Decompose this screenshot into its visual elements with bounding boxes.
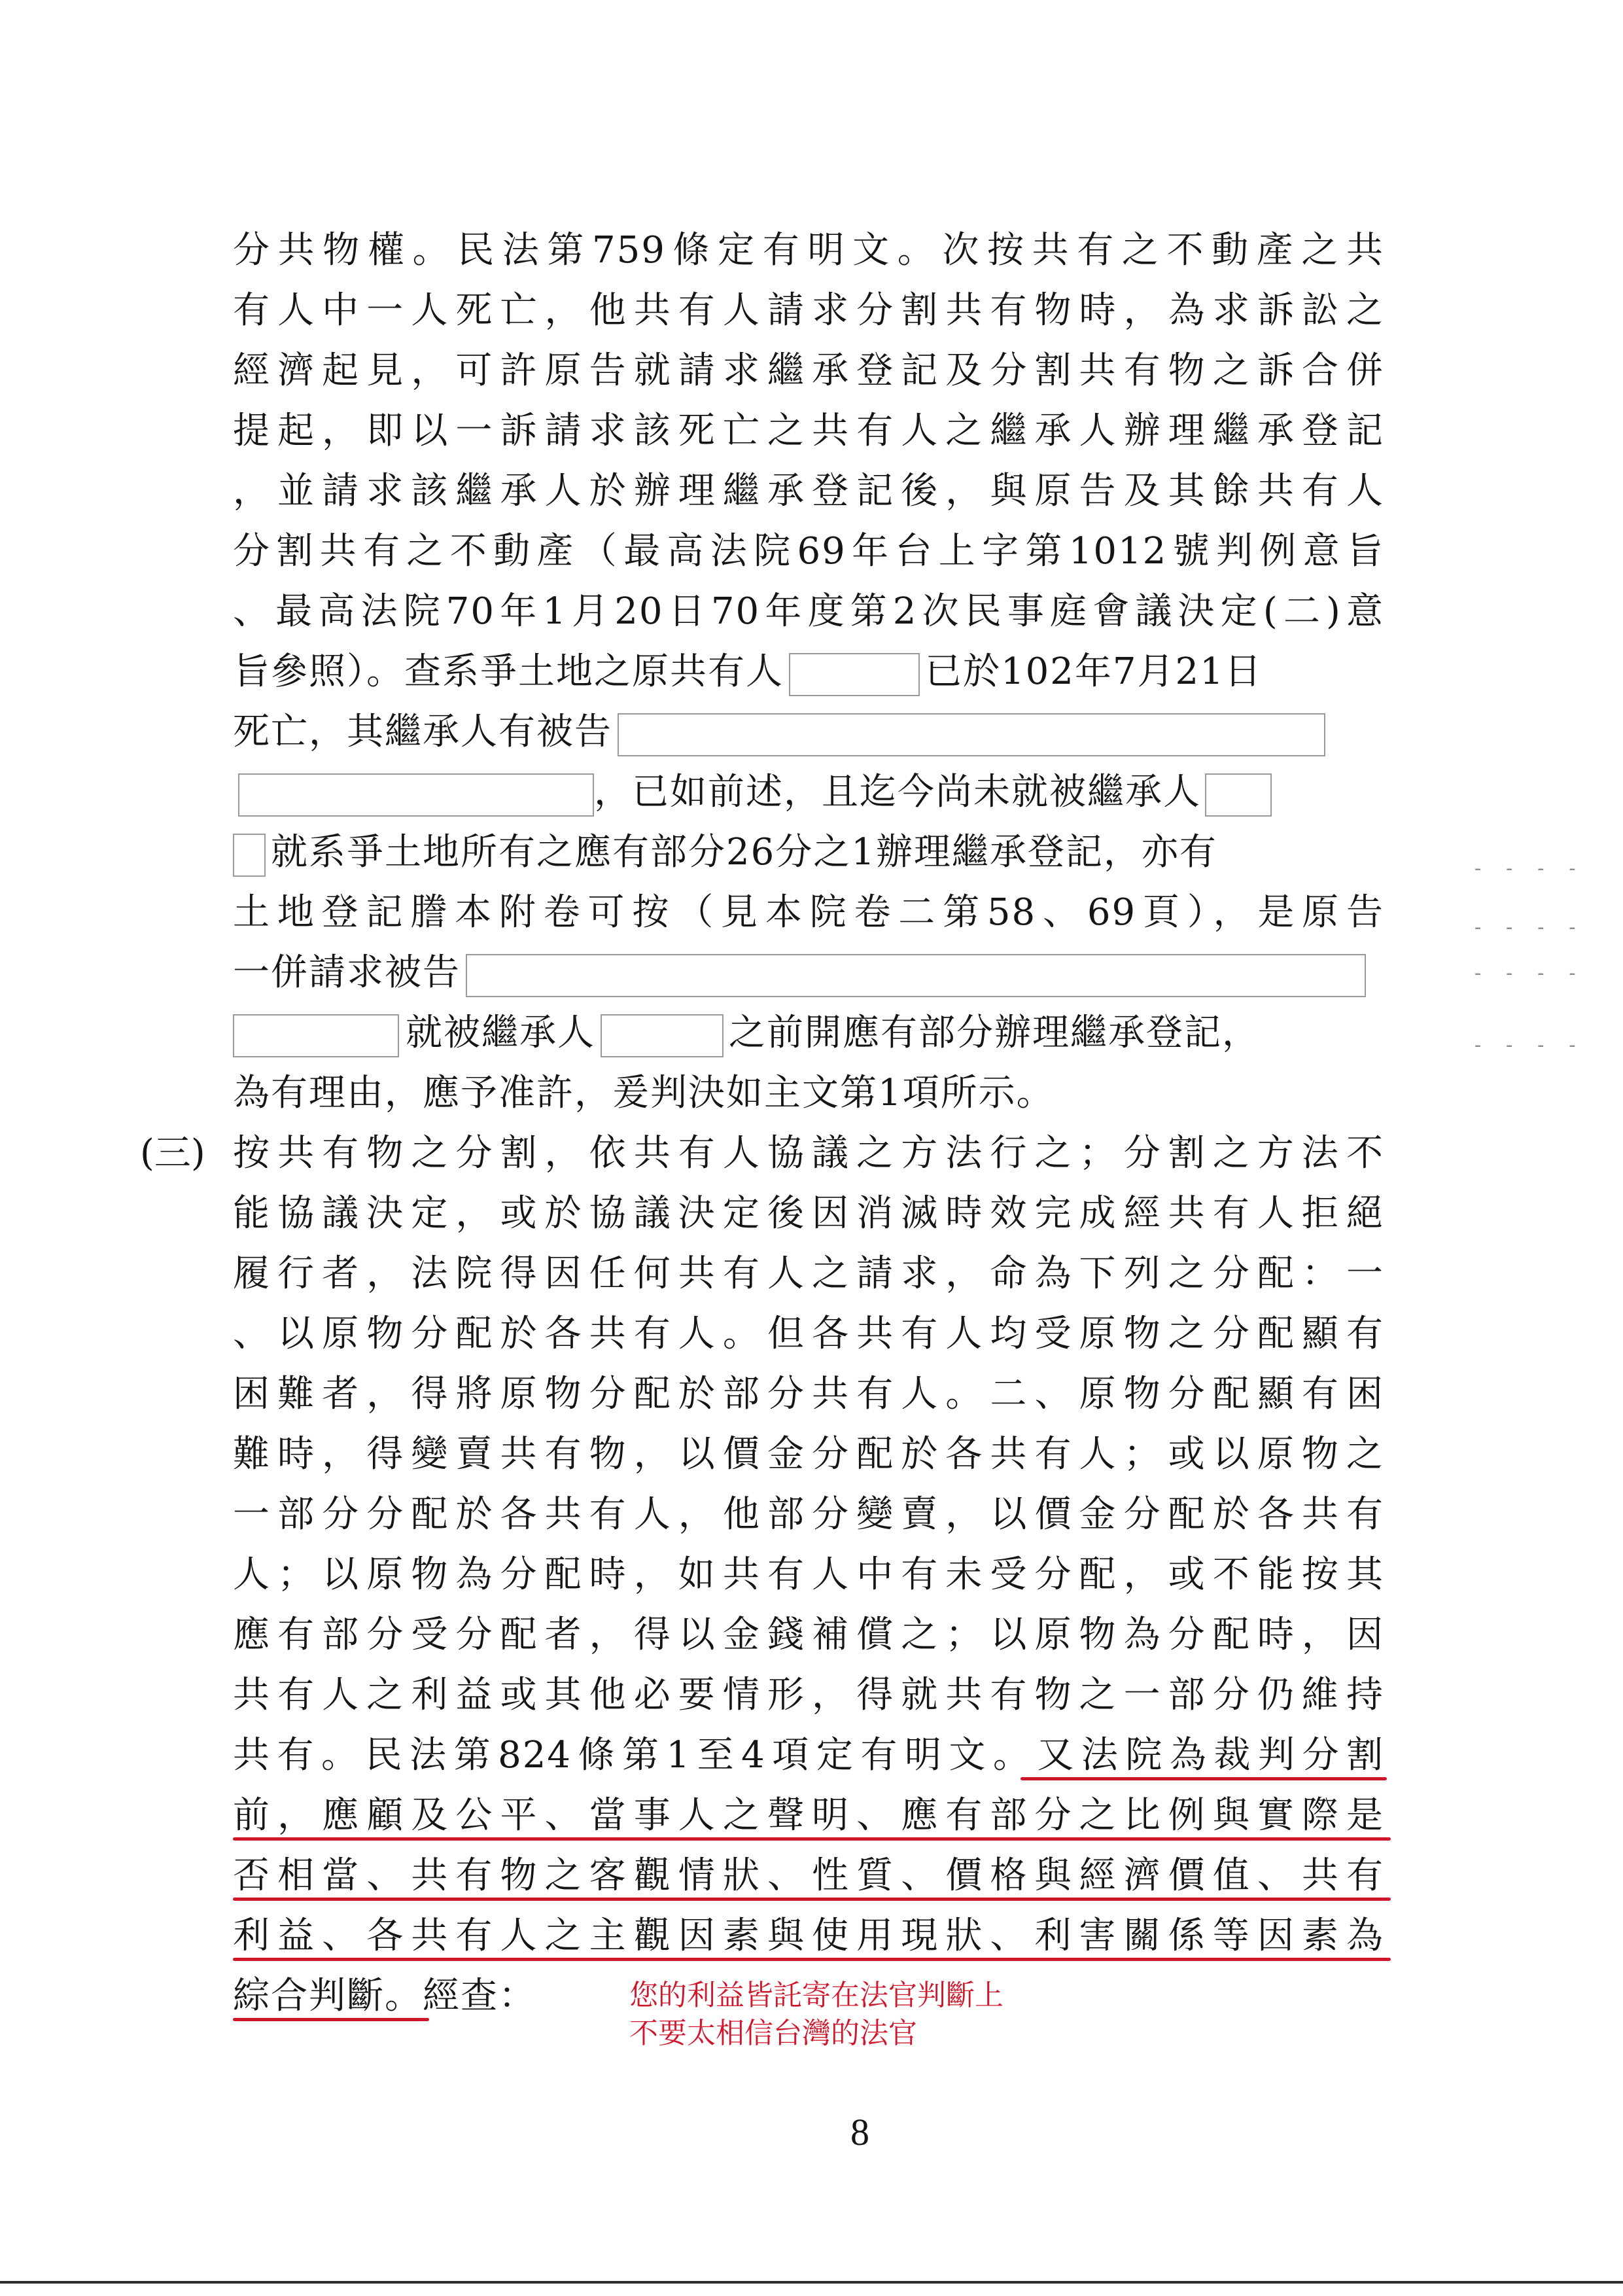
red-underline	[233, 1958, 1391, 1961]
text-line: 履行者，法院得因任何共有人之請求，命為下列之分配：一	[233, 1252, 1384, 1295]
redaction-box	[789, 653, 920, 696]
page-number: 8	[850, 2111, 869, 2153]
text-segment: 已於102年7月21日	[925, 650, 1263, 693]
section-marker: (三)	[140, 1132, 205, 1174]
text-line	[233, 824, 1217, 881]
text-line: 經濟起見，可許原告就請求繼承登記及分割共有物之訴合併	[233, 349, 1384, 392]
text-line: 有人中一人死亡，他共有人請求分割共有物時，為求訴訟之	[233, 289, 1384, 332]
redaction-box	[238, 773, 594, 817]
redaction-box	[1205, 773, 1272, 817]
text-segment: 之前開應有部分辦理繼承登記，	[729, 1012, 1260, 1054]
text-line	[233, 764, 1272, 821]
redaction-box	[618, 713, 1325, 756]
text-line: 難時，得變賣共有物，以價金分配於各共有人；或以原物之	[233, 1433, 1384, 1475]
text-segment: 旨參照）。查系爭土地之原共有人	[233, 650, 784, 693]
scan-artifact: - - - -	[1472, 916, 1582, 939]
text-line: 能協議決定，或於協議決定後因消滅時效完成經共有人拒絕	[233, 1192, 1384, 1235]
text-line	[233, 644, 1263, 700]
text-line: 人；以原物為分配時，如共有人中有未受分配，或不能按其	[233, 1553, 1384, 1596]
text-segment: ，已如前述，且迄今尚未就被繼承人	[594, 771, 1201, 813]
text-segment: 就被繼承人	[406, 1012, 595, 1054]
scan-artifact: - - - -	[1472, 857, 1582, 880]
text-segment: 就系爭土地所有之應有部分26分之1辦理繼承登記，亦有	[271, 831, 1217, 874]
text-line: 按共有物之分割，依共有人協議之方法行之；分割之方法不	[233, 1132, 1384, 1174]
red-underline	[233, 2018, 429, 2021]
text-line: ，並請求該繼承人於辦理繼承登記後，與原告及其餘共有人	[233, 470, 1384, 512]
text-line: 前，應顧及公平、當事人之聲明、應有部分之比例與實際是	[233, 1794, 1384, 1837]
red-annotation-line: 不要太相信台灣的法官	[629, 2017, 917, 2050]
scan-artifact: - - - -	[1472, 962, 1582, 985]
text-line: 否相當、共有物之客觀情狀、性質、價格與經濟價值、共有	[233, 1854, 1384, 1897]
text-line: 應有部分受分配者，得以金錢補償之；以原物為分配時，因	[233, 1614, 1384, 1656]
redaction-box	[233, 1014, 399, 1057]
text-line: 提起，即以一訴請求該死亡之共有人之繼承人辦理繼承登記	[233, 410, 1384, 452]
red-underline	[233, 1837, 1391, 1841]
text-line: 分割共有之不動產（最高法院69年台上字第1012號判例意旨	[233, 530, 1384, 573]
text-line: 利益、各共有人之主觀因素與使用現狀、利害關係等因素為	[233, 1915, 1384, 1957]
scan-edge-line	[0, 2281, 1623, 2284]
scan-artifact: - - - -	[1472, 1034, 1582, 1057]
text-line: 分共物權。民法第759條定有明文。次按共有之不動產之共	[233, 229, 1384, 272]
text-line	[233, 945, 1366, 1001]
text-line: 、最高法院70年1月20日70年度第2次民事庭會議決定(二)意	[233, 590, 1384, 633]
text-line	[233, 704, 1325, 760]
redaction-box	[601, 1014, 724, 1057]
text-line: 共有人之利益或其他必要情形，得就共有物之一部分仍維持	[233, 1674, 1384, 1716]
text-line: 困難者，得將原物分配於部分共有人。二、原物分配顯有困	[233, 1373, 1384, 1415]
red-underline	[233, 1898, 1391, 1901]
text-line: 為有理由，應予准許，爰判決如主文第1項所示。	[233, 1072, 1055, 1114]
text-line: 共有。民法第824條第1至4項定有明文。又法院為裁判分割	[233, 1734, 1384, 1776]
text-line: 一部分分配於各共有人，他部分變賣，以價金分配於各共有	[233, 1493, 1384, 1536]
text-line: 、以原物分配於各共有人。但各共有人均受原物之分配顯有	[233, 1313, 1384, 1355]
text-segment: 死亡，其繼承人有被告	[233, 711, 612, 753]
red-underline	[1021, 1777, 1387, 1780]
redaction-box	[233, 834, 266, 877]
red-annotation-line: 您的利益皆託寄在法官判斷上	[629, 1979, 1003, 2012]
redaction-box	[466, 954, 1366, 997]
text-line: 綜合判斷。經查：	[233, 1975, 536, 2017]
text-line	[233, 1005, 1260, 1061]
text-segment: 一併請求被告	[233, 951, 461, 994]
text-line: 土地登記謄本附卷可按（見本院卷二第58、69頁），是原告	[233, 891, 1384, 934]
